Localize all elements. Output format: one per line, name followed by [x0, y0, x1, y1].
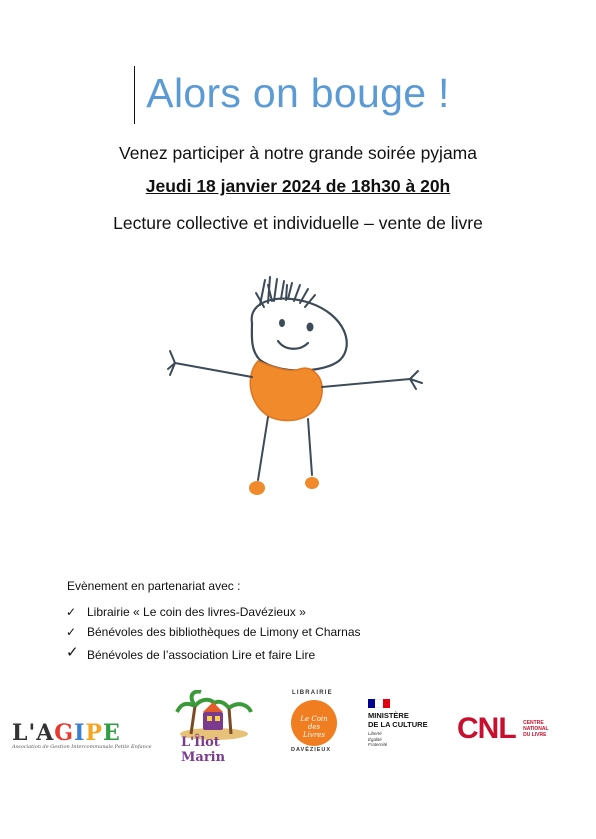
- ministere-culture-logo: MINISTÈRE DE LA CULTURE Liberté Égalité Fraternité: [368, 699, 448, 748]
- partner-label: Librairie « Le coin des livres-Davézieux »: [87, 605, 306, 619]
- librairie-logo: LIBRAIRIE Le Coin des Livres DAVÉZIEUX: [284, 690, 344, 756]
- event-date: Jeudi 18 janvier 2024 de 18h30 à 20h: [145, 176, 451, 196]
- partner-logos: [0, 690, 596, 770]
- event-description: Lecture collective et individuelle – vente de livre: [113, 213, 483, 233]
- cnl-logo: CNL CENTRE NATIONAL DU LIVRE: [457, 712, 549, 745]
- checkmark-icon: ✓: [66, 625, 77, 639]
- agipe-tagline: Association de Gestion Intercommunale Petite Enfance: [12, 744, 152, 750]
- invitation-text: Venez participer à notre grande soirée pyjama: [119, 143, 477, 163]
- partner-label: Bénévoles de l’association Lire et faire Lire: [87, 648, 316, 662]
- ilot-marin-label: L'Îlot Marin: [181, 735, 226, 765]
- partners-list: [66, 603, 361, 663]
- partner-item: [66, 646, 361, 666]
- island-icon: [173, 690, 255, 740]
- child-drawing-icon: [160, 265, 440, 510]
- checkmark-icon: ✓: [66, 644, 79, 661]
- checkmark-icon: ✓: [66, 605, 77, 619]
- partner-item: [66, 603, 361, 623]
- partners-heading: Evènement en partenariat avec :: [67, 579, 241, 593]
- agipe-logo: L'AGIPE Association de Gestion Intercommunale Petite Enfance: [12, 720, 152, 750]
- french-flag-icon: [368, 699, 390, 708]
- partner-label: Bénévoles des bibliothèques de Limony et Charnas: [87, 625, 361, 639]
- ilot-marin-logo: [173, 690, 255, 765]
- page-title: Alors on bouge !: [146, 70, 450, 116]
- partner-item: [66, 623, 361, 643]
